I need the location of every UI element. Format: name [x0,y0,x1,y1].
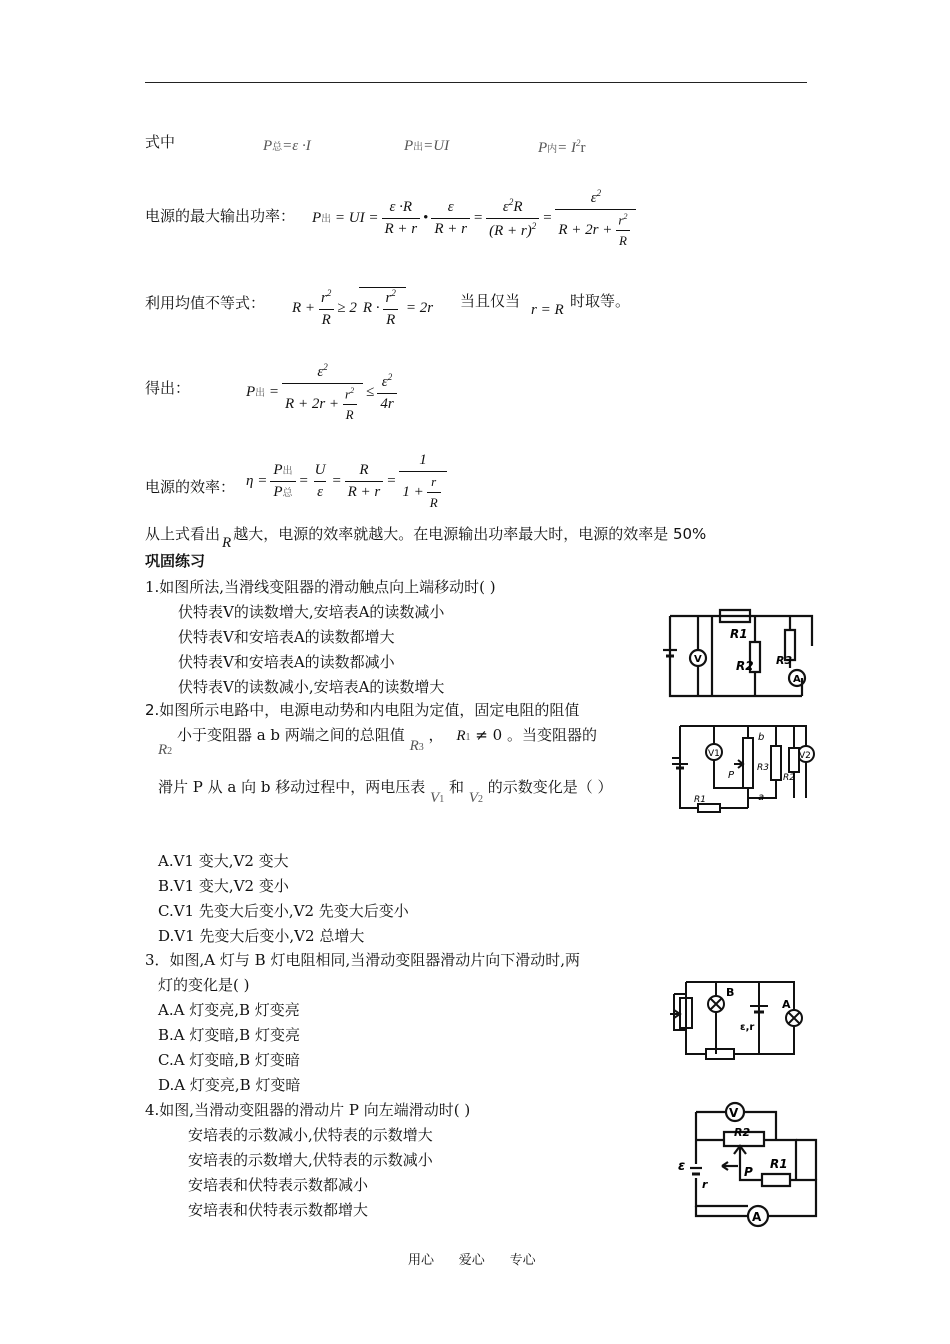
q1-option[interactable]: 伏特表V的读数减小,安培表A的读数增大 [178,678,445,696]
q3-circuit-diagram [664,970,814,1062]
q1-label-a: A [793,674,801,685]
q1-label-v: V [694,654,702,665]
formula-inequality: R + $\frac{r^2}{R}$ ≥ 2 R · $\frac{r^2}{R}$ = 2r [292,287,434,328]
q3-option[interactable]: B.A 灯变暗,B 灯变亮 [158,1026,300,1044]
efficiency-label: 电源的效率： [145,478,236,496]
header-rule [145,82,807,83]
q4-label-a: A [752,1210,762,1224]
q4-label-r1: R1 [770,1157,788,1171]
q4-stem: 4.如图,当滑动变阻器的滑动片 P 向左端滑动时( ) [145,1101,471,1119]
q2-option[interactable]: C.V1 先变大后变小,V2 先变大后变小 [158,902,409,920]
max-power-label: 电源的最大输出功率： [145,207,296,225]
q3-option[interactable]: C.A 灯变暗,B 灯变暗 [158,1051,300,1069]
formula-p-in: P内= $I^2r$ [538,138,586,156]
q1-option[interactable]: 伏特表V的读数增大,安培表A的读数减小 [178,603,445,621]
q4-label-v: V [729,1106,739,1120]
q2-label-v2: V2 [799,751,811,761]
q1-label-r3: R3 [776,654,793,667]
q2-label-p: P [728,770,735,781]
q1-option[interactable]: 伏特表V和安培表A的读数都增大 [178,628,395,646]
q2-stem-b: R2 小于变阻器 a b 两端之间的总阻值 R3 ， R1 ≠ 0 。当变阻器的 [158,726,597,758]
q4-option[interactable]: 安培表的示数增大,伏特表的示数减小 [188,1151,433,1169]
q2-label-a: a [758,792,765,803]
q1-stem: 1.如图所法,当滑线变阻器的滑动触点向上端移动时( ) [145,578,496,596]
q4-option[interactable]: 安培表和伏特表示数都增大 [188,1201,369,1219]
q4-label-r2: R2 [734,1126,751,1139]
inequality-label: 利用均值不等式： [145,294,266,312]
q3-stem-a: 3．如图,A 灯与 B 灯电阻相同,当滑动变阻器滑动片向下滑动时,两 [145,951,581,969]
q3-label-emf: ε,r [740,1022,755,1033]
q3-label-a: A [782,998,791,1011]
q2-label-r3: R3 [757,763,769,773]
q3-option[interactable]: D.A 灯变亮,B 灯变暗 [158,1076,301,1094]
formula-max-power: P出 = UI = $\frac{\varepsilon \cdot R}{R + r}$ • $\frac{\varepsilon}{R + r}$ = $\frac{\varepsilon^2R}{(R + r)^2}$ = $\varepsilon^2$ R + 2r + $\frac{r^2}{R}$ [312,188,639,249]
intro-label: 式中 [145,133,176,151]
q4-circuit-diagram [666,1096,838,1236]
q2-stem-c: 滑片 P 从 a 向 b 移动过程中，两电压表 V1 和 V2 的示数变化是（ ） [158,778,613,806]
q4-option[interactable]: 安培表和伏特表示数都减小 [188,1176,369,1194]
q4-option[interactable]: 安培表的示数减小,伏特表的示数增大 [188,1126,433,1144]
q1-label-r1: R1 [730,627,748,641]
q2-label-b: b [758,732,765,743]
q4-label-emf: ε [678,1159,686,1174]
q1-circuit-diagram [652,606,832,702]
inequality-cond: 当且仅当 [460,292,521,310]
section-title: 巩固练习 [145,552,206,570]
q4-label-p: P [744,1165,753,1179]
inequality-tail: 时取等。 [570,292,631,310]
q2-option[interactable]: D.V1 先变大后变小,V2 总增大 [158,927,365,945]
q2-label-v1: V1 [708,749,720,759]
conclusion-line: 从上式看出 R 越大，电源的效率就越大。在电源输出功率最大时，电源的效率是 50% [145,525,707,551]
q3-option[interactable]: A.A 灯变亮,B 灯变亮 [158,1001,300,1019]
q2-stem-a: 2.如图所示电路中，电源电动势和内电阻为定值，固定电阻的阻值 [145,701,580,719]
page-footer: 用心 爱心 专心 [408,1253,536,1268]
q2-circuit-diagram [668,718,838,818]
q3-stem-b: 灯的变化是( ) [158,976,250,994]
formula-p-out: P出=UI [404,138,450,154]
formula-p-total: P总=ε ·I [263,138,311,154]
q3-label-b: B [726,986,735,999]
result-label: 得出： [145,379,191,397]
q2-label-r1: R1 [694,795,706,805]
q1-label-r2: R2 [736,659,754,673]
formula-efficiency: η = $\frac{\text{P出}}{\text{P总}}$ = $\frac{U}{\varepsilon}$ = $\frac{R}{R + r}$ = 1 1 + $\frac{r}{R}$ [246,452,450,511]
q2-option[interactable]: B.V1 变大,V2 变小 [158,877,289,895]
q4-label-r: r [702,1178,708,1191]
q1-option[interactable]: 伏特表V和安培表A的读数都减小 [178,653,395,671]
q2-label-r2: R2 [783,773,795,783]
formula-result: P出 = $\varepsilon^2$ R + 2r + $\frac{r^2}{R}$ ≤ $\frac{\varepsilon^2}{4r}$ [246,362,400,423]
inequality-cond2: r = R [531,302,564,318]
q2-option[interactable]: A.V1 变大,V2 变大 [158,852,289,870]
